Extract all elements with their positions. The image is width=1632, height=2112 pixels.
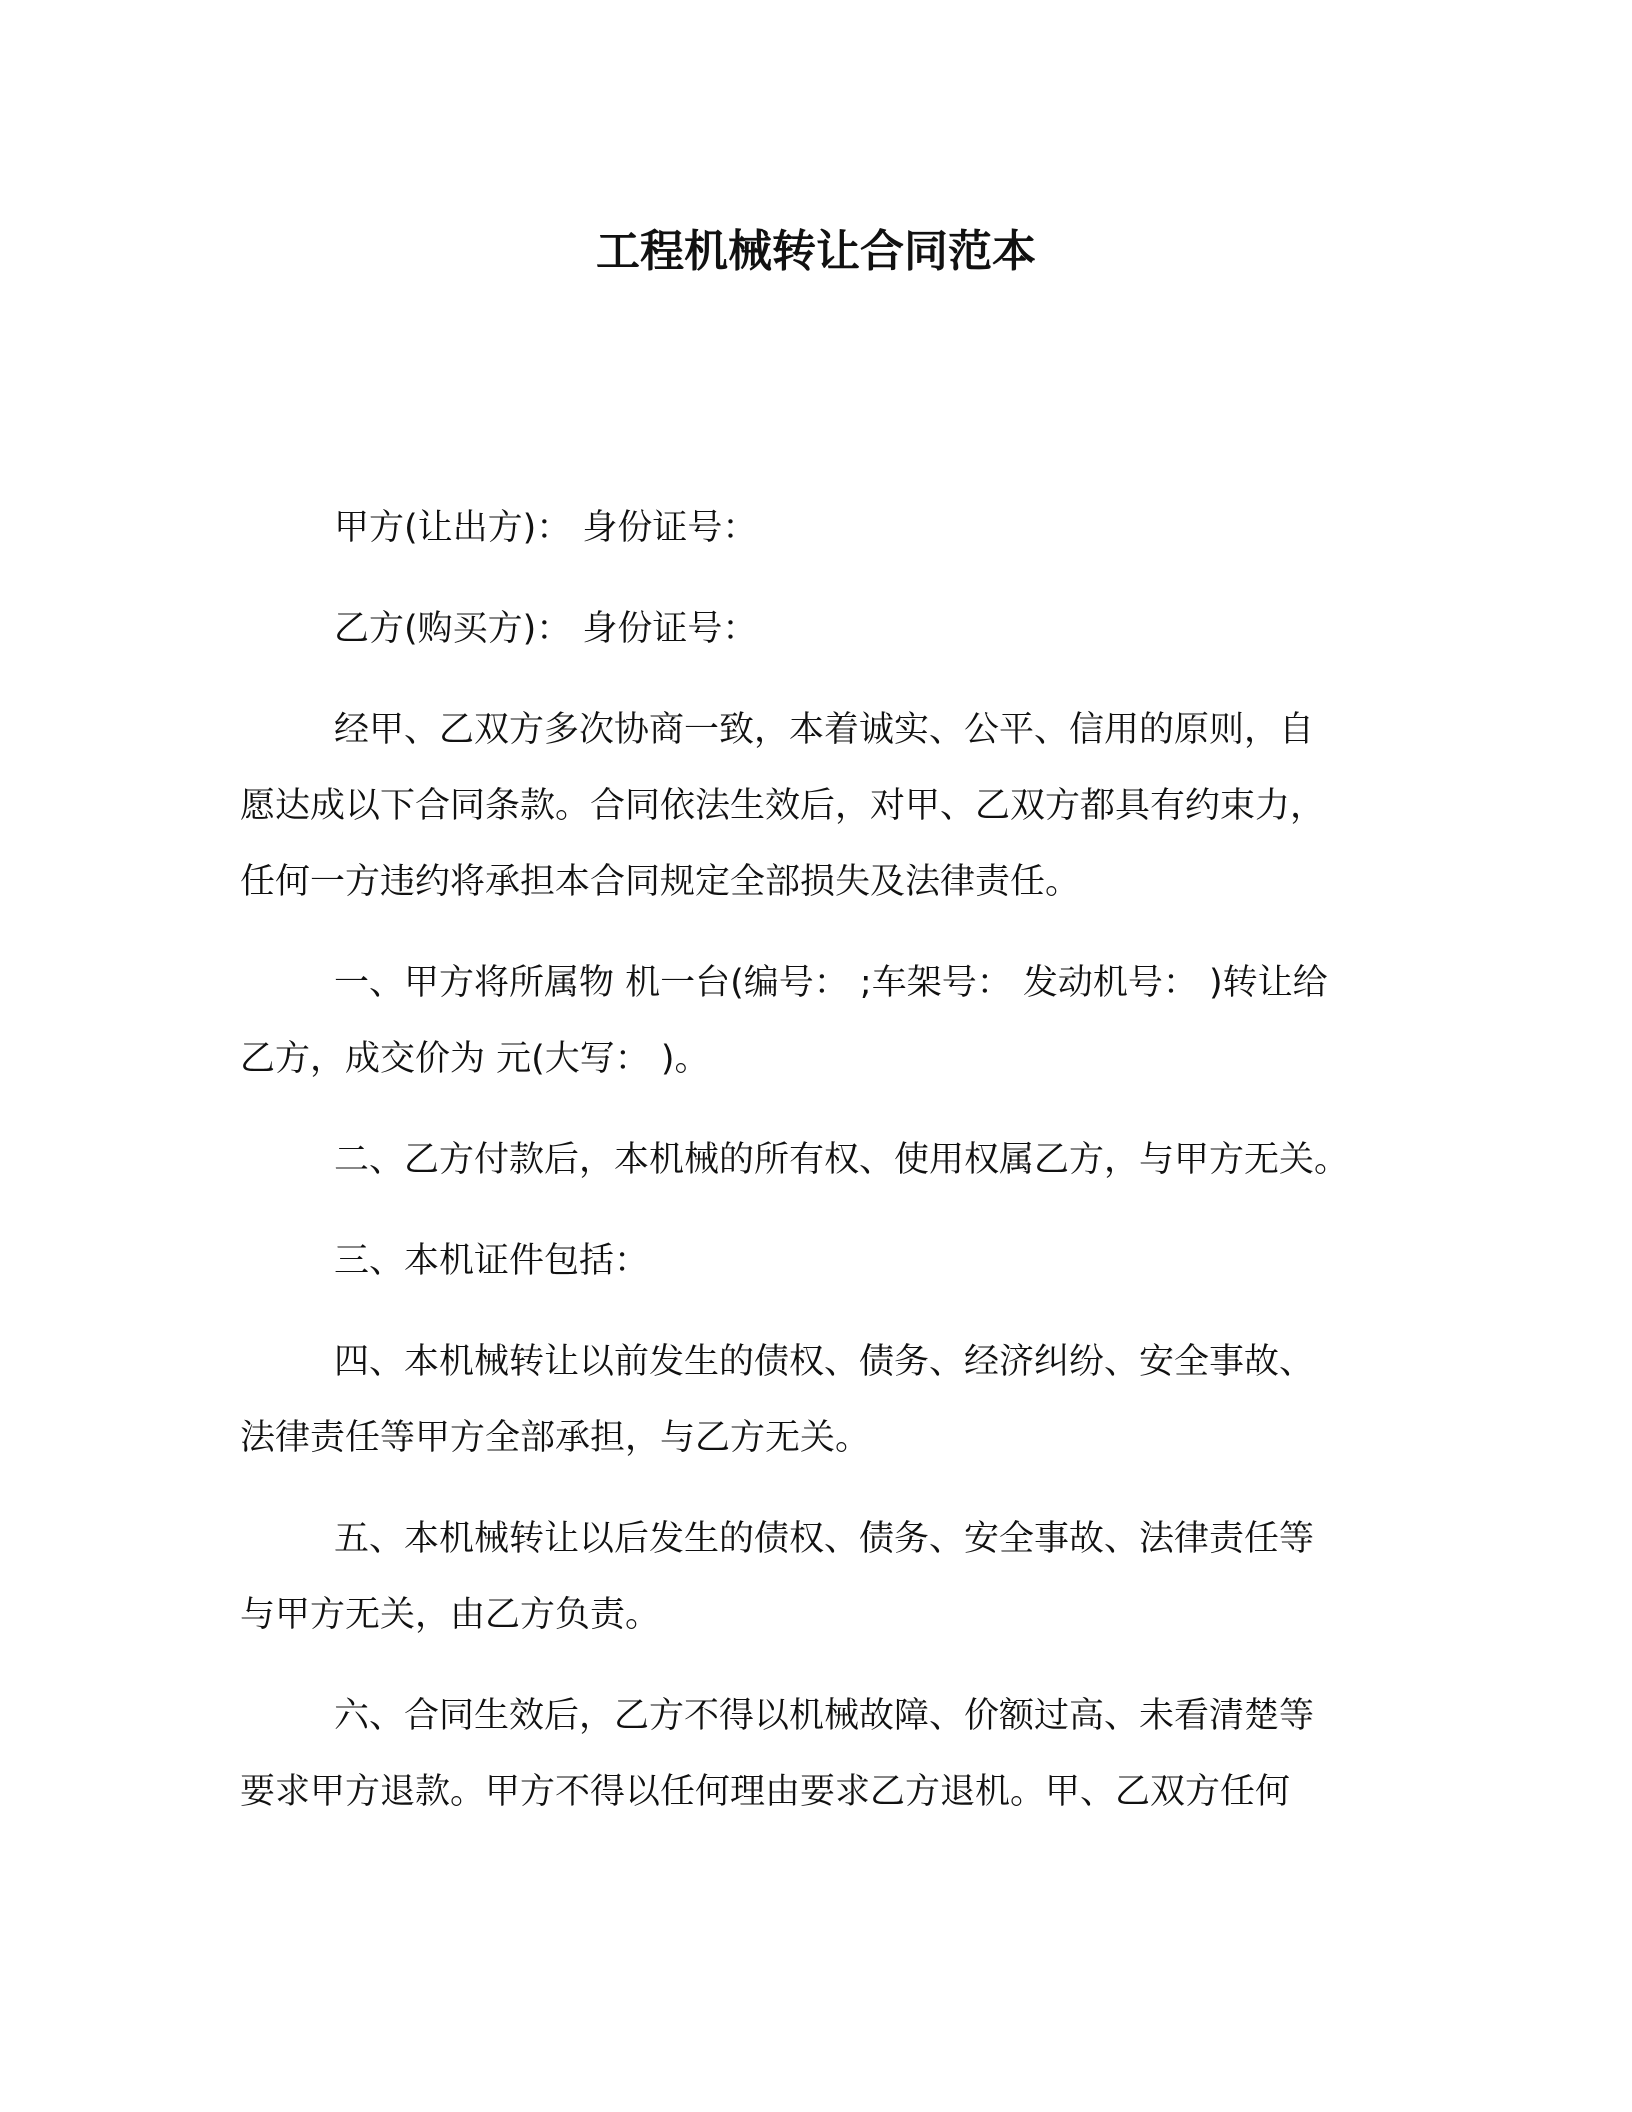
paragraph-clause-1	[240, 945, 1400, 1097]
paragraph-preamble	[240, 692, 1400, 920]
paragraph-clause-6	[240, 1678, 1400, 1830]
paragraph-clause-2	[240, 1122, 1400, 1198]
paragraph-line: 愿达成以下合同条款。合同依法生效后，对甲、乙双方都具有约束力，	[240, 786, 1326, 826]
paragraph-line: 乙方，成交价为 元(大写： )。	[240, 1039, 710, 1079]
paragraph-line: 乙方(购买方)： 身份证号：	[334, 609, 758, 649]
paragraph-line: 要求甲方退款。甲方不得以任何理由要求乙方退机。甲、乙双方任何	[240, 1772, 1291, 1812]
paragraph-line: 六、合同生效后，乙方不得以机械故障、价额过高、未看清楚等	[334, 1696, 1315, 1736]
paragraph-clause-5	[240, 1501, 1400, 1653]
paragraph-clause-3	[240, 1223, 1400, 1299]
paragraph-line: 一、甲方将所属物 机一台(编号： ;车架号： 发动机号： )转让给	[334, 963, 1328, 1003]
paragraph-line: 四、本机械转让以前发生的债权、债务、经济纠纷、安全事故、	[334, 1342, 1315, 1382]
paragraph-line: 任何一方违约将承担本合同规定全部损失及法律责任。	[240, 862, 1081, 902]
paragraph-line: 甲方(让出方)： 身份证号：	[334, 508, 758, 548]
paragraph-party-b	[240, 591, 1400, 667]
paragraph-party-a	[240, 490, 1400, 566]
paragraph-clause-4	[240, 1324, 1400, 1476]
paragraph-line: 五、本机械转让以后发生的债权、债务、安全事故、法律责任等	[334, 1519, 1315, 1559]
document-title: 工程机械转让合同范本	[596, 226, 1036, 277]
paragraph-line: 经甲、乙双方多次协商一致，本着诚实、公平、信用的原则，自	[334, 710, 1315, 750]
document-body	[240, 490, 1400, 1855]
paragraph-line: 二、乙方付款后，本机械的所有权、使用权属乙方，与甲方无关。	[334, 1140, 1350, 1180]
paragraph-line: 与甲方无关，由乙方负责。	[240, 1595, 661, 1635]
paragraph-line: 法律责任等甲方全部承担，与乙方无关。	[240, 1418, 871, 1458]
paragraph-line: 三、本机证件包括：	[334, 1241, 650, 1281]
